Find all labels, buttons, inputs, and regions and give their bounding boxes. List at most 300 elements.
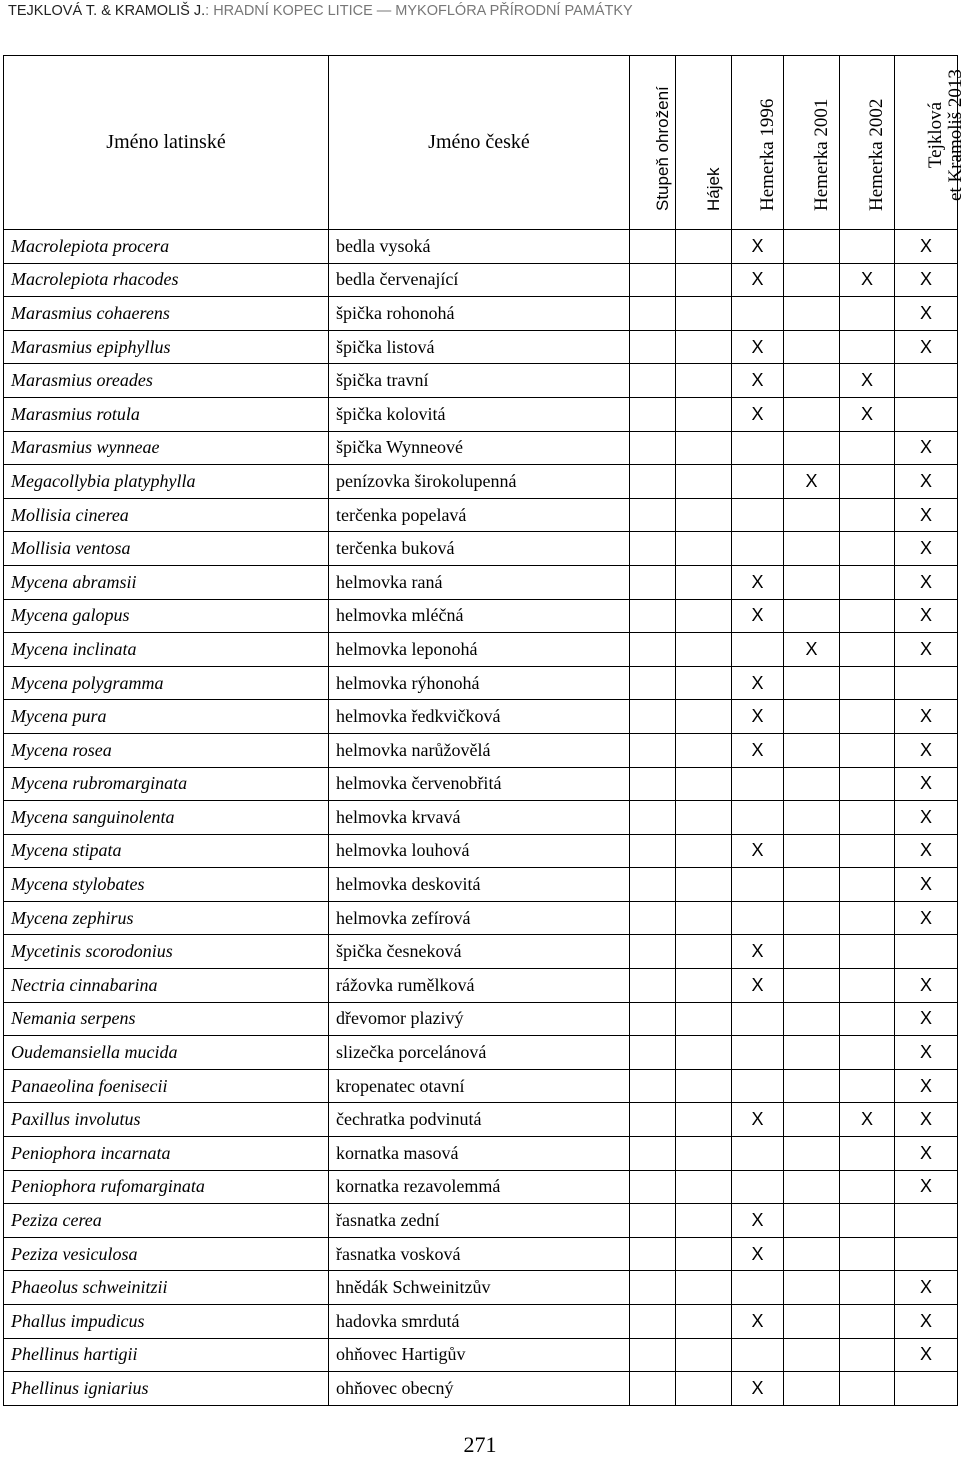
threat-level-mark-cell xyxy=(630,901,676,935)
czech-name-cell: špička Wynneové xyxy=(329,431,630,465)
tejklova-2013-mark-cell: X xyxy=(895,733,958,767)
hemerka-2001-mark-cell xyxy=(784,733,840,767)
hemerka-2001-mark-cell xyxy=(784,700,840,734)
hemerka-2002-mark-cell xyxy=(840,1271,895,1305)
tejklova-2013-mark-cell: X xyxy=(895,901,958,935)
latin-name-cell: Macrolepiota rhacodes xyxy=(4,263,329,297)
table-row xyxy=(4,297,958,331)
header-tejklova-2013 xyxy=(895,56,966,230)
hemerka-1996-mark-cell xyxy=(732,868,784,902)
hemerka-2001-mark-cell xyxy=(784,1237,840,1271)
latin-name-cell: Peniophora rufomarginata xyxy=(4,1170,329,1204)
hemerka-1996-mark-cell: X xyxy=(732,1372,784,1406)
hemerka-2001-mark-cell xyxy=(784,1002,840,1036)
hemerka-2001-mark-cell xyxy=(784,1069,840,1103)
hemerka-2002-mark-cell xyxy=(840,935,895,969)
hemerka-1996-mark-cell: X xyxy=(732,1204,784,1238)
latin-name-cell: Mycena pura xyxy=(4,700,329,734)
czech-name-cell: bedla červenající xyxy=(329,263,630,297)
hemerka-1996-mark-cell: X xyxy=(732,666,784,700)
latin-name-cell: Mycena abramsii xyxy=(4,565,329,599)
hemerka-2002-mark-cell xyxy=(840,666,895,700)
hemerka-2001-mark-cell xyxy=(784,834,840,868)
tejklova-2013-mark-cell xyxy=(895,1204,958,1238)
latin-name-cell: Mollisia cinerea xyxy=(4,498,329,532)
czech-name-cell: čechratka podvinutá xyxy=(329,1103,630,1137)
latin-name-cell: Peziza vesiculosa xyxy=(4,1237,329,1271)
hemerka-2002-mark-cell xyxy=(840,700,895,734)
tejklova-2013-mark-cell: X xyxy=(895,263,958,297)
hemerka-1996-mark-cell xyxy=(732,901,784,935)
hajek-mark-cell xyxy=(676,397,732,431)
header-hajek-label: Hájek xyxy=(703,167,723,211)
tejklova-2013-mark-cell: X xyxy=(895,465,958,499)
hemerka-2002-mark-cell xyxy=(840,297,895,331)
table-row xyxy=(4,263,958,297)
hajek-mark-cell xyxy=(676,431,732,465)
threat-level-mark-cell xyxy=(630,263,676,297)
latin-name-cell: Mycena rosea xyxy=(4,733,329,767)
hajek-mark-cell xyxy=(676,969,732,1003)
tejklova-2013-mark-cell: X xyxy=(895,1036,958,1070)
hemerka-1996-mark-cell xyxy=(732,1036,784,1070)
hemerka-2001-mark-cell xyxy=(784,1338,840,1372)
czech-name-cell: hadovka smrdutá xyxy=(329,1305,630,1339)
hajek-mark-cell xyxy=(676,465,732,499)
header-hemerka-2002 xyxy=(840,56,895,230)
hemerka-2001-mark-cell xyxy=(784,801,840,835)
latin-name-cell: Oudemansiella mucida xyxy=(4,1036,329,1070)
latin-name-cell: Mycena galopus xyxy=(4,599,329,633)
threat-level-mark-cell xyxy=(630,1271,676,1305)
czech-name-cell: kornatka rezavolemmá xyxy=(329,1170,630,1204)
threat-level-mark-cell xyxy=(630,1305,676,1339)
hajek-mark-cell xyxy=(676,1204,732,1238)
latin-name-cell: Marasmius cohaerens xyxy=(4,297,329,331)
hemerka-2002-mark-cell: X xyxy=(840,263,895,297)
tejklova-2013-mark-cell: X xyxy=(895,230,958,264)
table-row xyxy=(4,1204,958,1238)
table-row xyxy=(4,733,958,767)
table-row xyxy=(4,1372,958,1406)
czech-name-cell: helmovka leponohá xyxy=(329,633,630,667)
hemerka-2001-mark-cell xyxy=(784,297,840,331)
latin-name-cell: Mycena inclinata xyxy=(4,633,329,667)
hajek-mark-cell xyxy=(676,1271,732,1305)
threat-level-mark-cell xyxy=(630,1170,676,1204)
hemerka-2002-mark-cell xyxy=(840,1237,895,1271)
table-header-row xyxy=(4,56,958,230)
tejklova-2013-mark-cell: X xyxy=(895,498,958,532)
hemerka-1996-mark-cell: X xyxy=(732,733,784,767)
latin-name-cell: Mycena polygramma xyxy=(4,666,329,700)
table-row xyxy=(4,1103,958,1137)
header-hemerka-2001 xyxy=(784,56,840,230)
hemerka-2002-mark-cell xyxy=(840,1305,895,1339)
hajek-mark-cell xyxy=(676,364,732,398)
tejklova-2013-mark-cell: X xyxy=(895,297,958,331)
tejklova-2013-mark-cell: X xyxy=(895,599,958,633)
hajek-mark-cell xyxy=(676,1002,732,1036)
threat-level-mark-cell xyxy=(630,935,676,969)
latin-name-cell: Phellinus hartigii xyxy=(4,1338,329,1372)
hemerka-1996-mark-cell: X xyxy=(732,599,784,633)
hemerka-2002-mark-cell xyxy=(840,1204,895,1238)
threat-level-mark-cell xyxy=(630,1137,676,1171)
hemerka-1996-mark-cell xyxy=(732,767,784,801)
page-number: 271 xyxy=(463,1432,497,1457)
hemerka-1996-mark-cell: X xyxy=(732,834,784,868)
hemerka-2002-mark-cell xyxy=(840,901,895,935)
table-row xyxy=(4,498,958,532)
hemerka-2001-mark-cell xyxy=(784,431,840,465)
hemerka-2001-mark-cell xyxy=(784,565,840,599)
tejklova-2013-mark-cell: X xyxy=(895,1170,958,1204)
hemerka-1996-mark-cell: X xyxy=(732,1103,784,1137)
latin-name-cell: Marasmius epiphyllus xyxy=(4,330,329,364)
hajek-mark-cell xyxy=(676,230,732,264)
table-row xyxy=(4,1069,958,1103)
threat-level-mark-cell xyxy=(630,801,676,835)
hemerka-2001-mark-cell xyxy=(784,666,840,700)
table-row xyxy=(4,666,958,700)
latin-name-cell: Peziza cerea xyxy=(4,1204,329,1238)
hajek-mark-cell xyxy=(676,935,732,969)
table-row xyxy=(4,1271,958,1305)
hemerka-1996-mark-cell xyxy=(732,297,784,331)
threat-level-mark-cell xyxy=(630,364,676,398)
threat-level-mark-cell xyxy=(630,230,676,264)
tejklova-2013-mark-cell xyxy=(895,1372,958,1406)
czech-name-cell: helmovka zefírová xyxy=(329,901,630,935)
czech-name-cell: hnědák Schweinitzův xyxy=(329,1271,630,1305)
hajek-mark-cell xyxy=(676,1338,732,1372)
latin-name-cell: Panaeolina foenisecii xyxy=(4,1069,329,1103)
threat-level-mark-cell xyxy=(630,767,676,801)
tejklova-2013-mark-cell: X xyxy=(895,431,958,465)
latin-name-cell: Marasmius wynneae xyxy=(4,431,329,465)
hemerka-2002-mark-cell xyxy=(840,1036,895,1070)
hemerka-2002-mark-cell xyxy=(840,1338,895,1372)
table-row xyxy=(4,431,958,465)
table-row xyxy=(4,230,958,264)
species-table xyxy=(3,55,966,1406)
threat-level-mark-cell xyxy=(630,1103,676,1137)
table-row xyxy=(4,1170,958,1204)
hajek-mark-cell xyxy=(676,1372,732,1406)
threat-level-mark-cell xyxy=(630,868,676,902)
tejklova-2013-mark-cell: X xyxy=(895,868,958,902)
hemerka-2001-mark-cell xyxy=(784,767,840,801)
threat-level-mark-cell xyxy=(630,1069,676,1103)
table-row xyxy=(4,532,958,566)
table-row xyxy=(4,834,958,868)
header-hemerka-2001-label: Hemerka 2001 xyxy=(810,98,832,211)
hemerka-2001-mark-cell xyxy=(784,599,840,633)
hajek-mark-cell xyxy=(676,666,732,700)
header-czech-name: Jméno české xyxy=(329,56,630,230)
hemerka-1996-mark-cell: X xyxy=(732,700,784,734)
tejklova-2013-mark-cell: X xyxy=(895,1069,958,1103)
header-latin-name: Jméno latinské xyxy=(4,56,329,230)
hemerka-1996-mark-cell: X xyxy=(732,397,784,431)
table-row xyxy=(4,599,958,633)
hemerka-2002-mark-cell xyxy=(840,431,895,465)
hemerka-2001-mark-cell: X xyxy=(784,633,840,667)
table-row xyxy=(4,901,958,935)
threat-level-mark-cell xyxy=(630,1036,676,1070)
tejklova-2013-mark-cell: X xyxy=(895,1103,958,1137)
tejklova-2013-mark-cell xyxy=(895,364,958,398)
hemerka-2001-mark-cell xyxy=(784,532,840,566)
czech-name-cell: dřevomor plazivý xyxy=(329,1002,630,1036)
table-row xyxy=(4,330,958,364)
hajek-mark-cell xyxy=(676,801,732,835)
table-row xyxy=(4,969,958,1003)
hemerka-2001-mark-cell xyxy=(784,1137,840,1171)
tejklova-2013-mark-cell xyxy=(895,1237,958,1271)
hemerka-1996-mark-cell xyxy=(732,532,784,566)
header-hemerka-2002-label: Hemerka 2002 xyxy=(866,98,887,211)
hemerka-2002-mark-cell xyxy=(840,465,895,499)
header-threat-level-label: Stupeň ohrožení xyxy=(652,86,672,211)
hajek-mark-cell xyxy=(676,733,732,767)
hajek-mark-cell xyxy=(676,1069,732,1103)
hemerka-1996-mark-cell xyxy=(732,498,784,532)
hajek-mark-cell xyxy=(676,498,732,532)
tejklova-2013-mark-cell xyxy=(895,935,958,969)
hajek-mark-cell xyxy=(676,599,732,633)
hajek-mark-cell xyxy=(676,297,732,331)
hemerka-2002-mark-cell xyxy=(840,565,895,599)
tejklova-2013-mark-cell: X xyxy=(895,532,958,566)
tejklova-2013-mark-cell: X xyxy=(895,1305,958,1339)
hemerka-1996-mark-cell xyxy=(732,1271,784,1305)
czech-name-cell: špička rohonohá xyxy=(329,297,630,331)
latin-name-cell: Marasmius oreades xyxy=(4,364,329,398)
hemerka-2002-mark-cell xyxy=(840,1170,895,1204)
hemerka-2001-mark-cell xyxy=(784,901,840,935)
latin-name-cell: Marasmius rotula xyxy=(4,397,329,431)
czech-name-cell: helmovka červenobřitá xyxy=(329,767,630,801)
table-row xyxy=(4,767,958,801)
czech-name-cell: špička česneková xyxy=(329,935,630,969)
czech-name-cell: řasnatka vosková xyxy=(329,1237,630,1271)
hemerka-2001-mark-cell xyxy=(784,1170,840,1204)
czech-name-cell: helmovka krvavá xyxy=(329,801,630,835)
hemerka-2001-mark-cell xyxy=(784,1305,840,1339)
threat-level-mark-cell xyxy=(630,330,676,364)
tejklova-2013-mark-cell: X xyxy=(895,1271,958,1305)
czech-name-cell: kornatka masová xyxy=(329,1137,630,1171)
hemerka-1996-mark-cell xyxy=(732,801,784,835)
hemerka-1996-mark-cell xyxy=(732,633,784,667)
hemerka-1996-mark-cell xyxy=(732,431,784,465)
czech-name-cell: penízovka širokolupenná xyxy=(329,465,630,499)
hemerka-1996-mark-cell: X xyxy=(732,969,784,1003)
tejklova-2013-mark-cell: X xyxy=(895,801,958,835)
threat-level-mark-cell xyxy=(630,1237,676,1271)
hajek-mark-cell xyxy=(676,700,732,734)
table-row xyxy=(4,1137,958,1171)
czech-name-cell: ohňovec Hartigův xyxy=(329,1338,630,1372)
hemerka-1996-mark-cell: X xyxy=(732,263,784,297)
threat-level-mark-cell xyxy=(630,532,676,566)
table-row xyxy=(4,935,958,969)
tejklova-2013-mark-cell: X xyxy=(895,1338,958,1372)
running-head-authors: TEJKLOVÁ T. & KRAMOLIŠ J. xyxy=(8,3,206,19)
hemerka-2002-mark-cell xyxy=(840,1069,895,1103)
threat-level-mark-cell xyxy=(630,1372,676,1406)
hemerka-1996-mark-cell xyxy=(732,1069,784,1103)
czech-name-cell: kropenatec otavní xyxy=(329,1069,630,1103)
table-row xyxy=(4,465,958,499)
hemerka-2002-mark-cell: X xyxy=(840,364,895,398)
hemerka-2002-mark-cell xyxy=(840,969,895,1003)
table-row xyxy=(4,1305,958,1339)
threat-level-mark-cell xyxy=(630,733,676,767)
tejklova-2013-mark-cell: X xyxy=(895,330,958,364)
threat-level-mark-cell xyxy=(630,969,676,1003)
hemerka-2001-mark-cell xyxy=(784,230,840,264)
threat-level-mark-cell xyxy=(630,397,676,431)
hajek-mark-cell xyxy=(676,565,732,599)
tejklova-2013-mark-cell: X xyxy=(895,969,958,1003)
czech-name-cell: terčenka popelavá xyxy=(329,498,630,532)
hajek-mark-cell xyxy=(676,868,732,902)
hemerka-2001-mark-cell xyxy=(784,330,840,364)
table-row xyxy=(4,364,958,398)
hemerka-1996-mark-cell xyxy=(732,1002,784,1036)
running-head xyxy=(8,0,633,22)
hemerka-1996-mark-cell: X xyxy=(732,364,784,398)
hemerka-2001-mark-cell xyxy=(784,1036,840,1070)
hajek-mark-cell xyxy=(676,767,732,801)
latin-name-cell: Phellinus igniarius xyxy=(4,1372,329,1406)
hemerka-2002-mark-cell xyxy=(840,868,895,902)
tejklova-2013-mark-cell: X xyxy=(895,834,958,868)
latin-name-cell: Mycena stylobates xyxy=(4,868,329,902)
tejklova-2013-mark-cell: X xyxy=(895,767,958,801)
czech-name-cell: helmovka louhová xyxy=(329,834,630,868)
threat-level-mark-cell xyxy=(630,297,676,331)
hemerka-2002-mark-cell xyxy=(840,1137,895,1171)
tejklova-2013-mark-cell xyxy=(895,397,958,431)
czech-name-cell: helmovka ředkvičková xyxy=(329,700,630,734)
latin-name-cell: Nectria cinnabarina xyxy=(4,969,329,1003)
czech-name-cell: terčenka buková xyxy=(329,532,630,566)
threat-level-mark-cell xyxy=(630,1338,676,1372)
hemerka-2001-mark-cell xyxy=(784,1103,840,1137)
threat-level-mark-cell xyxy=(630,599,676,633)
table-row xyxy=(4,1338,958,1372)
hemerka-2001-mark-cell xyxy=(784,364,840,398)
threat-level-mark-cell xyxy=(630,700,676,734)
tejklova-2013-mark-cell: X xyxy=(895,1137,958,1171)
czech-name-cell: rážovka rumělková xyxy=(329,969,630,1003)
hemerka-2002-mark-cell xyxy=(840,801,895,835)
threat-level-mark-cell xyxy=(630,1002,676,1036)
hajek-mark-cell xyxy=(676,1305,732,1339)
hemerka-2002-mark-cell xyxy=(840,532,895,566)
latin-name-cell: Mycena stipata xyxy=(4,834,329,868)
czech-name-cell: helmovka raná xyxy=(329,565,630,599)
table-row xyxy=(4,1002,958,1036)
latin-name-cell: Paxillus involutus xyxy=(4,1103,329,1137)
latin-name-cell: Mollisia ventosa xyxy=(4,532,329,566)
threat-level-mark-cell xyxy=(630,565,676,599)
latin-name-cell: Mycetinis scorodonius xyxy=(4,935,329,969)
threat-level-mark-cell xyxy=(630,834,676,868)
header-threat-level xyxy=(630,56,676,230)
hajek-mark-cell xyxy=(676,532,732,566)
czech-name-cell: helmovka deskovitá xyxy=(329,868,630,902)
hajek-mark-cell xyxy=(676,330,732,364)
czech-name-cell: řasnatka zední xyxy=(329,1204,630,1238)
tejklova-2013-mark-cell xyxy=(895,666,958,700)
hemerka-1996-mark-cell: X xyxy=(732,230,784,264)
hemerka-1996-mark-cell: X xyxy=(732,565,784,599)
threat-level-mark-cell xyxy=(630,1204,676,1238)
table-row xyxy=(4,565,958,599)
table-row xyxy=(4,397,958,431)
hajek-mark-cell xyxy=(676,834,732,868)
hemerka-2002-mark-cell xyxy=(840,834,895,868)
latin-name-cell: Phallus impudicus xyxy=(4,1305,329,1339)
latin-name-cell: Phaeolus schweinitzii xyxy=(4,1271,329,1305)
hemerka-1996-mark-cell: X xyxy=(732,1305,784,1339)
hemerka-2001-mark-cell xyxy=(784,935,840,969)
running-head-title: : HRADNÍ KOPEC LITICE — MYKOFLÓRA PŘÍRODNÍ PAMÁTKY xyxy=(205,3,633,19)
czech-name-cell: špička kolovitá xyxy=(329,397,630,431)
hemerka-1996-mark-cell xyxy=(732,465,784,499)
hemerka-2001-mark-cell: X xyxy=(784,465,840,499)
threat-level-mark-cell xyxy=(630,633,676,667)
hemerka-2001-mark-cell xyxy=(784,1204,840,1238)
tejklova-2013-mark-cell: X xyxy=(895,633,958,667)
hemerka-2002-mark-cell xyxy=(840,498,895,532)
hajek-mark-cell xyxy=(676,1237,732,1271)
czech-name-cell: bedla vysoká xyxy=(329,230,630,264)
latin-name-cell: Megacollybia platyphylla xyxy=(4,465,329,499)
table-row xyxy=(4,801,958,835)
tejklova-2013-mark-cell: X xyxy=(895,565,958,599)
threat-level-mark-cell xyxy=(630,431,676,465)
header-hemerka-1996 xyxy=(732,56,784,230)
hemerka-2002-mark-cell xyxy=(840,733,895,767)
header-hemerka-1996-label: Hemerka 1996 xyxy=(756,98,778,211)
header-hajek xyxy=(676,56,732,230)
table-row xyxy=(4,633,958,667)
czech-name-cell: špička listová xyxy=(329,330,630,364)
hajek-mark-cell xyxy=(676,1170,732,1204)
threat-level-mark-cell xyxy=(630,666,676,700)
latin-name-cell: Peniophora incarnata xyxy=(4,1137,329,1171)
hajek-mark-cell xyxy=(676,633,732,667)
czech-name-cell: špička travní xyxy=(329,364,630,398)
hajek-mark-cell xyxy=(676,1103,732,1137)
latin-name-cell: Mycena rubromarginata xyxy=(4,767,329,801)
table-row xyxy=(4,700,958,734)
hemerka-2002-mark-cell xyxy=(840,230,895,264)
latin-name-cell: Mycena sanguinolenta xyxy=(4,801,329,835)
hemerka-2002-mark-cell xyxy=(840,1372,895,1406)
hemerka-2002-mark-cell: X xyxy=(840,397,895,431)
hajek-mark-cell xyxy=(676,1036,732,1070)
tejklova-2013-mark-cell: X xyxy=(895,1002,958,1036)
hemerka-2001-mark-cell xyxy=(784,397,840,431)
hemerka-2002-mark-cell xyxy=(840,767,895,801)
